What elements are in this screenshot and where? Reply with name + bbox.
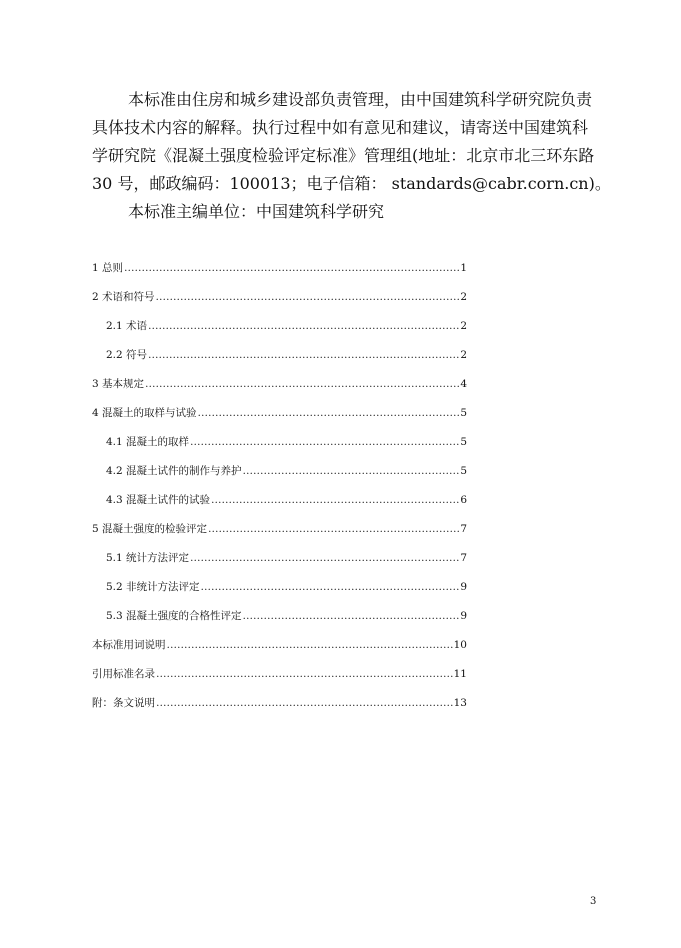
toc-entry-page: 2 [460, 291, 467, 303]
toc-entry-4-3[interactable] [106, 492, 467, 508]
toc-leader-dots [201, 581, 460, 593]
toc-entry-title: 1 总则 [92, 262, 124, 274]
toc-entry-page: 7 [460, 552, 467, 564]
toc-entry-page: 13 [453, 697, 467, 709]
toc-leader-dots [198, 407, 460, 419]
intro-line: 30 号，邮政编码：100013；电子信箱： standards@cabr.corn.cn)。 [92, 174, 611, 193]
toc-entry-1[interactable] [92, 260, 467, 276]
toc-entry-page: 5 [460, 436, 467, 448]
toc-entry-5[interactable] [92, 521, 467, 537]
toc-entry-title: 4.1 混凝土的取样 [106, 436, 190, 448]
toc-leader-dots [148, 320, 459, 332]
toc-leader-dots [156, 668, 453, 680]
toc-entry-page: 7 [460, 523, 467, 535]
toc-entry-page: 5 [460, 407, 467, 419]
toc-leader-dots [208, 523, 459, 535]
toc-entry-title: 附：条文说明 [92, 697, 155, 709]
toc-leader-dots [211, 494, 459, 506]
toc-entry-title: 本标准用词说明 [92, 639, 166, 651]
toc-entry-page: 9 [460, 581, 467, 593]
toc-entry-title: 5 混凝土强度的检验评定 [92, 523, 208, 535]
intro-paragraph [92, 86, 612, 198]
toc-leader-dots [190, 436, 459, 448]
toc-entry-explanation[interactable] [92, 695, 467, 711]
toc-leader-dots [243, 610, 460, 622]
toc-entry-4-1[interactable] [106, 434, 467, 450]
toc-entry-page: 2 [460, 349, 467, 361]
toc-entry-page: 11 [453, 668, 467, 680]
toc-entry-title: 2.1 术语 [106, 320, 148, 332]
toc-entry-page: 10 [453, 639, 467, 651]
toc-entry-page: 2 [460, 320, 467, 332]
toc-entry-title: 4.2 混凝土试件的制作与养护 [106, 465, 242, 477]
toc-entry-page: 1 [460, 262, 467, 274]
intro-line: 学研究院《混凝土强度检验评定标准》管理组(地址：北京市北三环东路 [92, 146, 595, 165]
toc-entry-title: 3 基本规定 [92, 378, 145, 390]
toc-entry-page: 6 [460, 494, 467, 506]
toc-entry-title: 2 术语和符号 [92, 291, 155, 303]
toc-entry-references[interactable] [92, 666, 467, 682]
toc-entry-5-2[interactable] [106, 579, 467, 595]
toc-entry-title: 4 混凝土的取样与试验 [92, 407, 197, 419]
toc-entry-page: 5 [460, 465, 467, 477]
toc-entry-3[interactable] [92, 376, 467, 392]
toc-entry-4[interactable] [92, 405, 467, 421]
toc-entry-title: 4.3 混凝土试件的试验 [106, 494, 211, 506]
toc-entry-2[interactable] [92, 289, 467, 305]
toc-leader-dots [190, 552, 459, 564]
toc-entry-title: 2.2 符号 [106, 349, 148, 361]
toc-leader-dots [156, 697, 453, 709]
toc-entry-4-2[interactable] [106, 463, 467, 479]
toc-leader-dots [243, 465, 460, 477]
editor-line: 本标准主编单位：中国建筑科学研究 [128, 202, 385, 221]
page-number: 3 [590, 896, 597, 907]
toc-entry-title: 5.3 混凝土强度的合格性评定 [106, 610, 242, 622]
toc-entry-title: 5.2 非统计方法评定 [106, 581, 200, 593]
toc-entry-2-1[interactable] [106, 318, 467, 334]
toc-leader-dots [167, 639, 453, 651]
toc-leader-dots [148, 349, 459, 361]
toc-entry-5-3[interactable] [106, 608, 467, 624]
toc-entry-5-1[interactable] [106, 550, 467, 566]
toc-entry-page: 4 [460, 378, 467, 390]
toc-entry-wording[interactable] [92, 637, 467, 653]
intro-line: 具体技术内容的解释。执行过程中如有意见和建议，请寄送中国建筑科 [92, 118, 589, 137]
toc-leader-dots [145, 378, 459, 390]
toc-entry-title: 5.1 统计方法评定 [106, 552, 190, 564]
toc-leader-dots [124, 262, 459, 274]
toc-entry-title: 引用标准名录 [92, 668, 155, 680]
toc-entry-page: 9 [460, 610, 467, 622]
toc-entry-2-2[interactable] [106, 347, 467, 363]
editor-paragraph [92, 198, 612, 226]
intro-line: 本标准由住房和城乡建设部负责管理，由中国建筑科学研究院负责 [128, 90, 593, 109]
toc-leader-dots [156, 291, 460, 303]
